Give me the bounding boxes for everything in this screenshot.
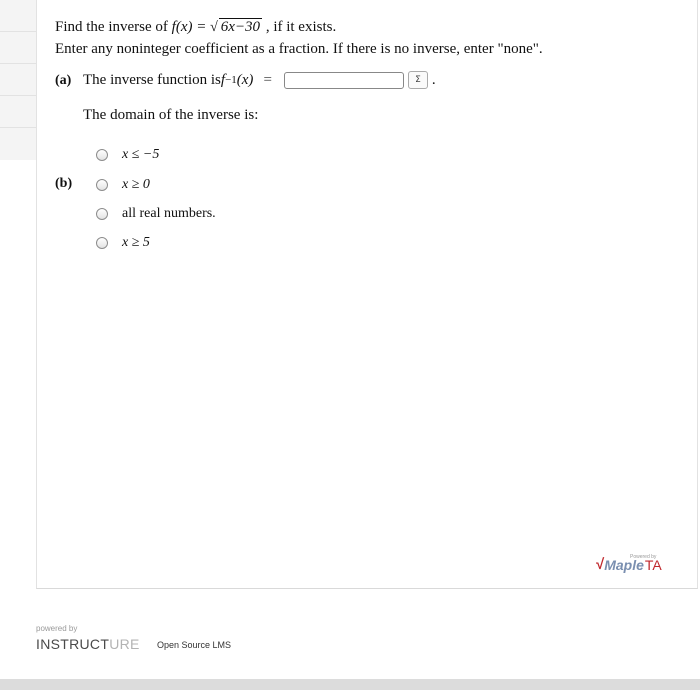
inverse-answer-input[interactable] <box>284 72 404 89</box>
open-source-lms-text: Open Source LMS <box>157 640 232 650</box>
function-lhs: f(x) = <box>171 19 211 35</box>
part-b-label: (b) <box>55 176 73 191</box>
radio-button[interactable] <box>96 237 108 249</box>
mapleta-logo: Powered by √ Maple TA <box>596 554 662 573</box>
part-a-prompt: The inverse function is <box>83 71 221 88</box>
answer-period: . <box>431 71 436 88</box>
part-b-prompt: The domain of the inverse is: <box>83 107 259 123</box>
question-instructions: Enter any noninteger coefficient as a fraction. If there is no inverse, enter "none". <box>55 41 543 57</box>
domain-option[interactable] <box>96 147 159 163</box>
domain-option-label: x ≥ 0 <box>122 177 150 192</box>
domain-option[interactable] <box>96 206 216 222</box>
radio-button[interactable] <box>96 149 108 161</box>
domain-option-label: all real numbers. <box>122 206 216 221</box>
domain-option[interactable] <box>96 235 150 251</box>
part-a-row <box>83 71 436 89</box>
question-intro: Find the inverse of f(x) = √ 6x−30 , if it exists. <box>55 19 337 35</box>
bottom-bar <box>0 679 700 690</box>
left-sidebar-strip <box>0 0 36 160</box>
inverse-f: f <box>220 71 226 88</box>
equals-sign: = <box>263 71 272 88</box>
sigma-icon[interactable]: Σ <box>408 71 428 89</box>
radio-button[interactable] <box>96 208 108 220</box>
inverse-sup: −1 <box>225 74 237 86</box>
instructure-logo: INSTRUCTURE <box>36 636 140 652</box>
inverse-arg: (x) <box>236 71 254 88</box>
domain-option-label: x ≥ 5 <box>122 235 150 250</box>
sqrt-content: 6x−30 <box>220 19 261 35</box>
radio-button[interactable] <box>96 179 108 191</box>
domain-option[interactable] <box>96 177 150 193</box>
powered-by-text: powered by <box>36 624 78 633</box>
domain-option-label: x ≤ −5 <box>122 147 160 162</box>
part-a-label: (a) <box>55 73 72 88</box>
